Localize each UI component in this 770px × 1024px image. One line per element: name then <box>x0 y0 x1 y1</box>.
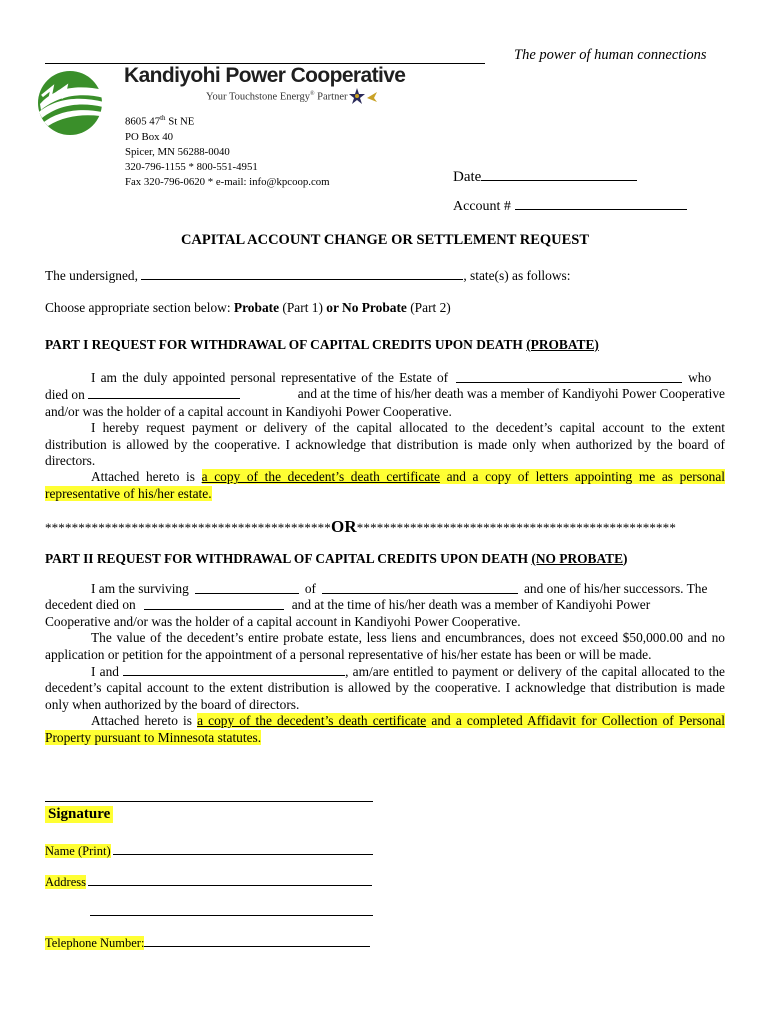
telephone-line[interactable] <box>144 935 370 947</box>
address-label: Address <box>45 875 86 889</box>
address-street: 8605 47th St NE <box>125 114 195 128</box>
undersigned-line: The undersigned, , state(s) as follows: <box>45 268 571 283</box>
part1-para2: I hereby request payment or delivery of the capital allocated to the decedent’s capital account to the extent distribution is allowed by the cooperative. I acknowledge that distribution is made only when authorized by the board of directors. <box>45 420 725 469</box>
or-separator: *******************************************OR************************************************ <box>45 517 676 536</box>
part1-heading: PART I REQUEST FOR WITHDRAWAL OF CAPITAL CREDITS UPON DEATH (PROBATE) <box>45 337 599 352</box>
choose-section-line: Choose appropriate section below: Probate (Part 1) or No Probate (Part 2) <box>45 300 451 315</box>
address-phones: 320-796-1155 * 800-551-4951 <box>125 161 258 174</box>
part2-para3: I and , am/are entitled to payment or delivery of the capital allocated to the decedent’s capital account to the extent distribution is allowed by the cooperative. I acknowledge that distribution is made only when authorized by the board of directors. <box>45 664 725 712</box>
part2-heading: PART II REQUEST FOR WITHDRAWAL OF CAPITAL CREDITS UPON DEATH (NO PROBATE) <box>45 551 628 566</box>
signature-label: Signature <box>45 806 113 823</box>
estate-name-line[interactable] <box>456 370 682 383</box>
part1-para3: Attached hereto is a copy of the decedent’s death certificate and a copy of letters appointing me as personal representative of his/her estate. <box>45 469 725 501</box>
part1-body <box>45 370 725 502</box>
part2-para4: Attached hereto is a copy of the decedent’s death certificate and a completed Affidavit for Collection of Personal Property pursuant to Minnesota statutes. <box>45 713 725 745</box>
partner-line: Your Touchstone Energy® Partner <box>206 91 348 103</box>
undersigned-name-line[interactable] <box>141 267 463 280</box>
part2-death-date-line[interactable] <box>144 597 284 610</box>
account-field <box>453 196 687 215</box>
part1-death-date-line[interactable] <box>88 386 240 399</box>
part2-line2: decedent died on and at the time of his/her death was a member of Kandiyohi Power <box>45 597 651 613</box>
part1-line1: I am the duly appointed personal representative of the Estate of who <box>91 370 712 385</box>
account-input-line[interactable] <box>515 196 687 210</box>
account-label: Account # <box>453 199 511 214</box>
relationship-line[interactable] <box>195 581 299 594</box>
name-print-label: Name (Print) <box>45 844 111 858</box>
date-label: Date <box>453 169 482 185</box>
decedent-name-line[interactable] <box>322 581 518 594</box>
date-field <box>453 166 637 186</box>
address-city: Spicer, MN 56288-0040 <box>125 146 230 158</box>
signature-line[interactable] <box>45 801 373 802</box>
cooperative-logo <box>36 68 106 138</box>
form-title: CAPITAL ACCOUNT CHANGE OR SETTLEMENT REQUEST <box>180 232 590 248</box>
part1-line3: and/or was the holder of a capital account in Kandiyohi Power Cooperative. <box>45 403 452 419</box>
part2-line1: I am the surviving of and one of his/her successors. The <box>91 581 708 596</box>
company-address <box>125 111 330 191</box>
date-input-line[interactable] <box>481 166 637 181</box>
address-field <box>45 874 372 890</box>
address-line-2[interactable] <box>90 915 373 916</box>
address-line-1[interactable] <box>88 874 372 886</box>
telephone-field <box>45 935 370 951</box>
telephone-label: Telephone Number: <box>45 936 145 950</box>
part2-para2: The value of the decedent’s entire probate estate, less liens and encumbrances, does not exceed $50,000.00 and no application or petition for the appointment of a personal representative of his/her estate has been or will be made. <box>45 630 725 662</box>
name-print-line[interactable] <box>113 843 373 855</box>
name-print-field <box>45 843 373 859</box>
part1-line2: died on and at the time of his/her death was a member of Kandiyohi Power Cooperative <box>45 386 725 403</box>
co-claimants-line[interactable] <box>123 663 345 676</box>
address-po-box: PO Box 40 <box>125 130 173 143</box>
address-fax-email: Fax 320-796-0620 * e-mail: info@kpcoop.com <box>125 176 330 189</box>
touchstone-star-icon <box>348 86 378 106</box>
company-name: Kandiyohi Power Cooperative <box>124 64 406 87</box>
part2-line3: Cooperative and/or was the holder of a capital account in Kandiyohi Power Cooperative. <box>45 613 521 629</box>
part2-body <box>45 581 725 746</box>
tagline: The power of human connections <box>514 47 707 63</box>
